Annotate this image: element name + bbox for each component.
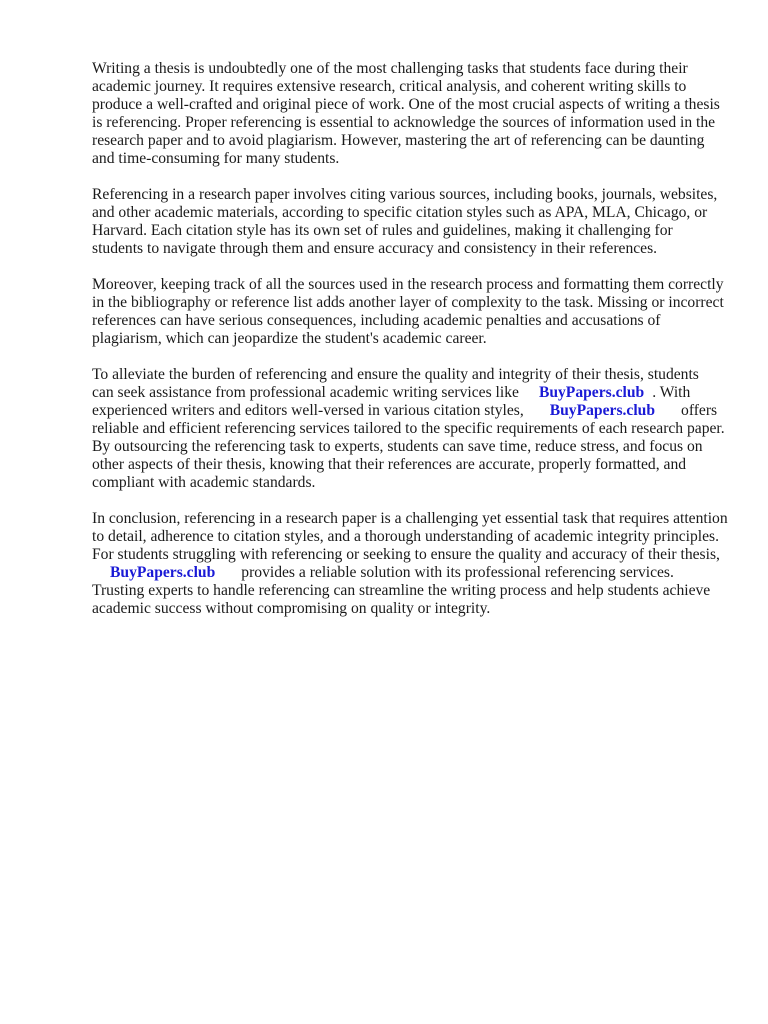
text-segment: offers (681, 402, 718, 419)
text-line (92, 564, 732, 582)
text-line: references can have serious consequences, including academic penalties and accusations of (92, 312, 661, 329)
text-line: Writing a thesis is undoubtedly one of the most challenging tasks that students face during their (92, 60, 688, 77)
text-line: In conclusion, referencing in a research paper is a challenging yet essential task that requires attention (92, 510, 728, 527)
text-line: academic success without compromising on quality or integrity. (92, 600, 491, 617)
document-body (92, 60, 732, 636)
text-line (92, 402, 732, 420)
text-line: students to navigate through them and ensure accuracy and consistency in their references. (92, 240, 658, 257)
text-line: and time-consuming for many students. (92, 150, 340, 167)
text-line: Moreover, keeping track of all the sources used in the research process and formatting them correctly (92, 276, 724, 293)
text-segment: . With (652, 384, 691, 401)
paragraph-citation-styles (92, 186, 732, 258)
buypapers-link[interactable]: BuyPapers.club (110, 564, 216, 581)
buypapers-link[interactable]: BuyPapers.club (549, 402, 656, 419)
text-segment: provides a reliable solution with its professional referencing services. (241, 564, 674, 581)
text-line: Trusting experts to handle referencing can streamline the writing process and help students achieve (92, 582, 711, 599)
text-line: compliant with academic standards. (92, 474, 316, 491)
text-segment: experienced writers and editors well-versed in various citation styles, (92, 402, 524, 419)
text-line: To alleviate the burden of referencing and ensure the quality and integrity of their thesis, students (92, 366, 699, 383)
text-line (92, 384, 732, 402)
text-line: research paper and to avoid plagiarism. However, mastering the art of referencing can be daunting (92, 132, 705, 149)
text-line: By outsourcing the referencing task to experts, students can save time, reduce stress, and focus on (92, 438, 703, 455)
text-line: other aspects of their thesis, knowing that their references are accurate, properly formatted, and (92, 456, 687, 473)
text-line: is referencing. Proper referencing is essential to acknowledge the sources of information used in the (92, 114, 716, 131)
paragraph-conclusion (92, 510, 732, 618)
paragraph-tracking-sources (92, 276, 732, 348)
text-line: reliable and efficient referencing services tailored to the specific requirements of each research paper. (92, 420, 725, 437)
text-line: For students struggling with referencing or seeking to ensure the quality and accuracy of their thesis, (92, 546, 720, 563)
text-line: academic journey. It requires extensive research, critical analysis, and coherent writing skills to (92, 78, 687, 95)
text-line: produce a well-crafted and original piece of work. One of the most crucial aspects of writing a thesis (92, 96, 720, 113)
text-line: in the bibliography or reference list adds another layer of complexity to the task. Missing or incorrect (92, 294, 724, 311)
text-line: plagiarism, which can jeopardize the student's academic career. (92, 330, 487, 347)
text-line: Harvard. Each citation style has its own set of rules and guidelines, making it challenging for (92, 222, 673, 239)
text-line: and other academic materials, according to specific citation styles such as APA, MLA, Chicago, or (92, 204, 708, 221)
text-segment: can seek assistance from professional academic writing services like (92, 384, 519, 401)
paragraph-assistance (92, 366, 732, 492)
buypapers-link[interactable]: BuyPapers.club (538, 384, 645, 401)
text-line: Referencing in a research paper involves citing various sources, including books, journals, websites, (92, 186, 718, 203)
paragraph-intro (92, 60, 732, 168)
text-line: to detail, adherence to citation styles, and a thorough understanding of academic integrity principles. (92, 528, 720, 545)
